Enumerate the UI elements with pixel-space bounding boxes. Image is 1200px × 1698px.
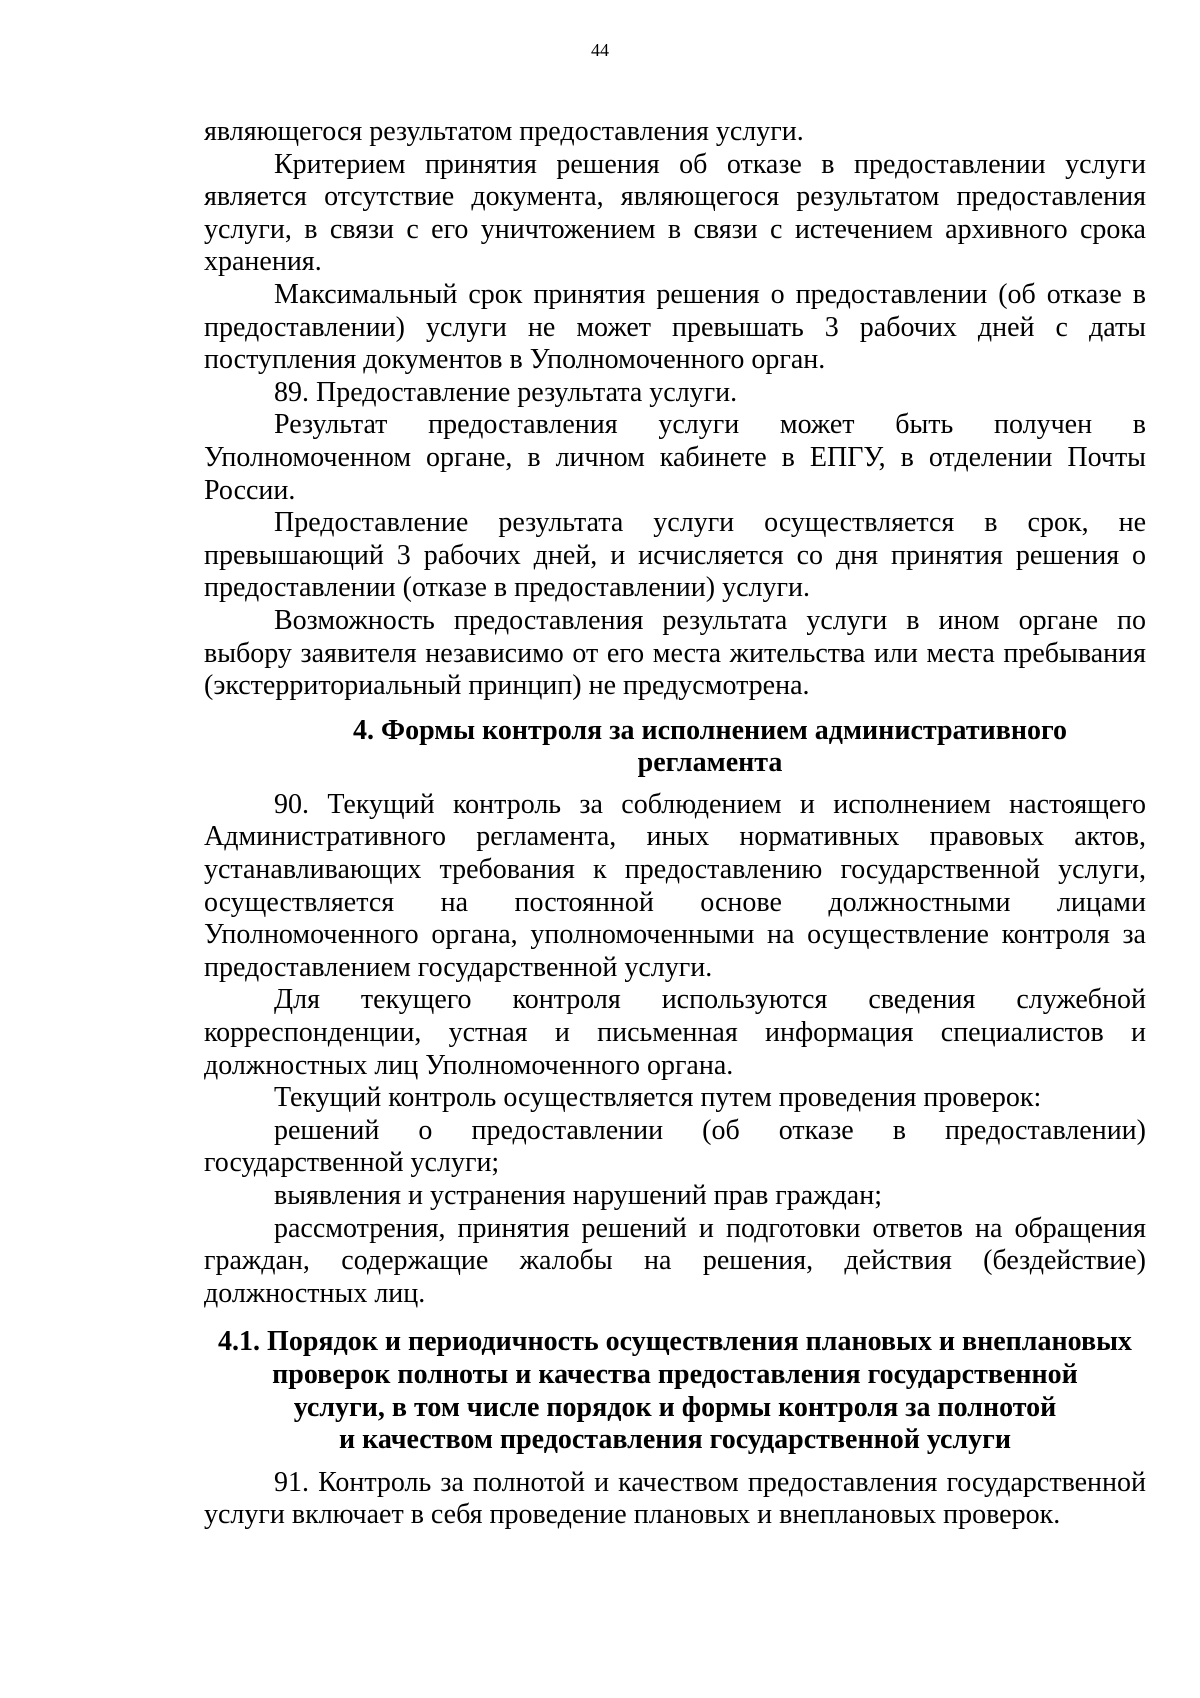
paragraph-current-control-sources: Для текущего контроля используются сведения служебной корреспонденции, устная и письменная информация специалистов и должностных лиц Уполномоченного органа. (204, 984, 1146, 1081)
paragraph-extraterritorial: Возможность предоставления результата услуги в ином органе по выбору заявителя независимо от его места жительства или места пребывания (экстерриториальный принцип) не предусмотрена. (204, 604, 1146, 702)
paragraph-result-receipt: Результат предоставления услуги может быть получен в Уполномоченном органе, в личном кабинете в ЕПГУ, в отделении Почты России. (204, 409, 1146, 506)
document-body (204, 116, 1146, 1532)
section-4-1-heading-line: услуги, в том числе порядок и формы контроля за полнотой (293, 1391, 1057, 1423)
paragraph-90: 90. Текущий контроль за соблюдением и исполнением настоящего Административного регламента, иных нормативных правовых актов, устанавливающих требования к предоставлению государственной услуги, осуществляется на постоянной основе должностными лицами Уполномоченного органа, уполномоченными на осуществление контроля за предоставлением государственной услуги. (204, 788, 1146, 983)
paragraph-max-term: Максимальный срок принятия решения о предоставлении (об отказе в предоставлении) услуги не может превышать 3 рабочих дней с даты поступления документов в Уполномоченного орган. (204, 278, 1146, 376)
section-4-1-heading-line: и качеством предоставления государственной услуги (339, 1424, 1011, 1456)
paragraph-continuation: являющегося результатом предоставления услуги. (204, 116, 804, 147)
page-number: 44 (591, 40, 609, 60)
paragraph-refusal-criterion: Критерием принятия решения об отказе в предоставлении услуги является отсутствие документа, являющегося результатом предоставления услуги, в связи с его уничтожением в связи с истечением архивного срока хранения. (204, 148, 1146, 278)
paragraph-91: 91. Контроль за полнотой и качеством предоставления государственной услуги включает в себя проведение плановых и внеплановых проверок. (204, 1466, 1146, 1531)
paragraph-result-term: Предоставление результата услуги осуществляется в срок, не превышающий 3 рабочих дней, и исчисляется со дня принятия решения о предоставлении (отказе в предоставлении) услуги. (204, 507, 1146, 604)
section-4-1-heading-line: проверок полноты и качества предоставления государственной (272, 1358, 1078, 1390)
list-item-appeals: рассмотрения, принятия решений и подготовки ответов на обращения граждан, содержащие жалобы на решения, действия (бездействие) должностных лиц. (204, 1212, 1146, 1309)
list-item-decisions: решений о предоставлении (об отказе в предоставлении) государственной услуги; (204, 1114, 1146, 1179)
section-4-heading-line: 4. Формы контроля за исполнением административного (353, 714, 1067, 746)
paragraph-89: 89. Предоставление результата услуги. (274, 376, 738, 408)
section-4-heading (204, 715, 1146, 780)
paragraph-current-control-checks: Текущий контроль осуществляется путем проведения проверок: (274, 1082, 1042, 1114)
section-4-1-heading-line: 4.1. Порядок и периодичность осуществления плановых и внеплановых (218, 1326, 1132, 1358)
section-4-heading-line: регламента (637, 747, 783, 779)
section-4-1-heading (204, 1326, 1146, 1456)
list-item-violations: выявления и устранения нарушений прав граждан; (274, 1180, 883, 1211)
